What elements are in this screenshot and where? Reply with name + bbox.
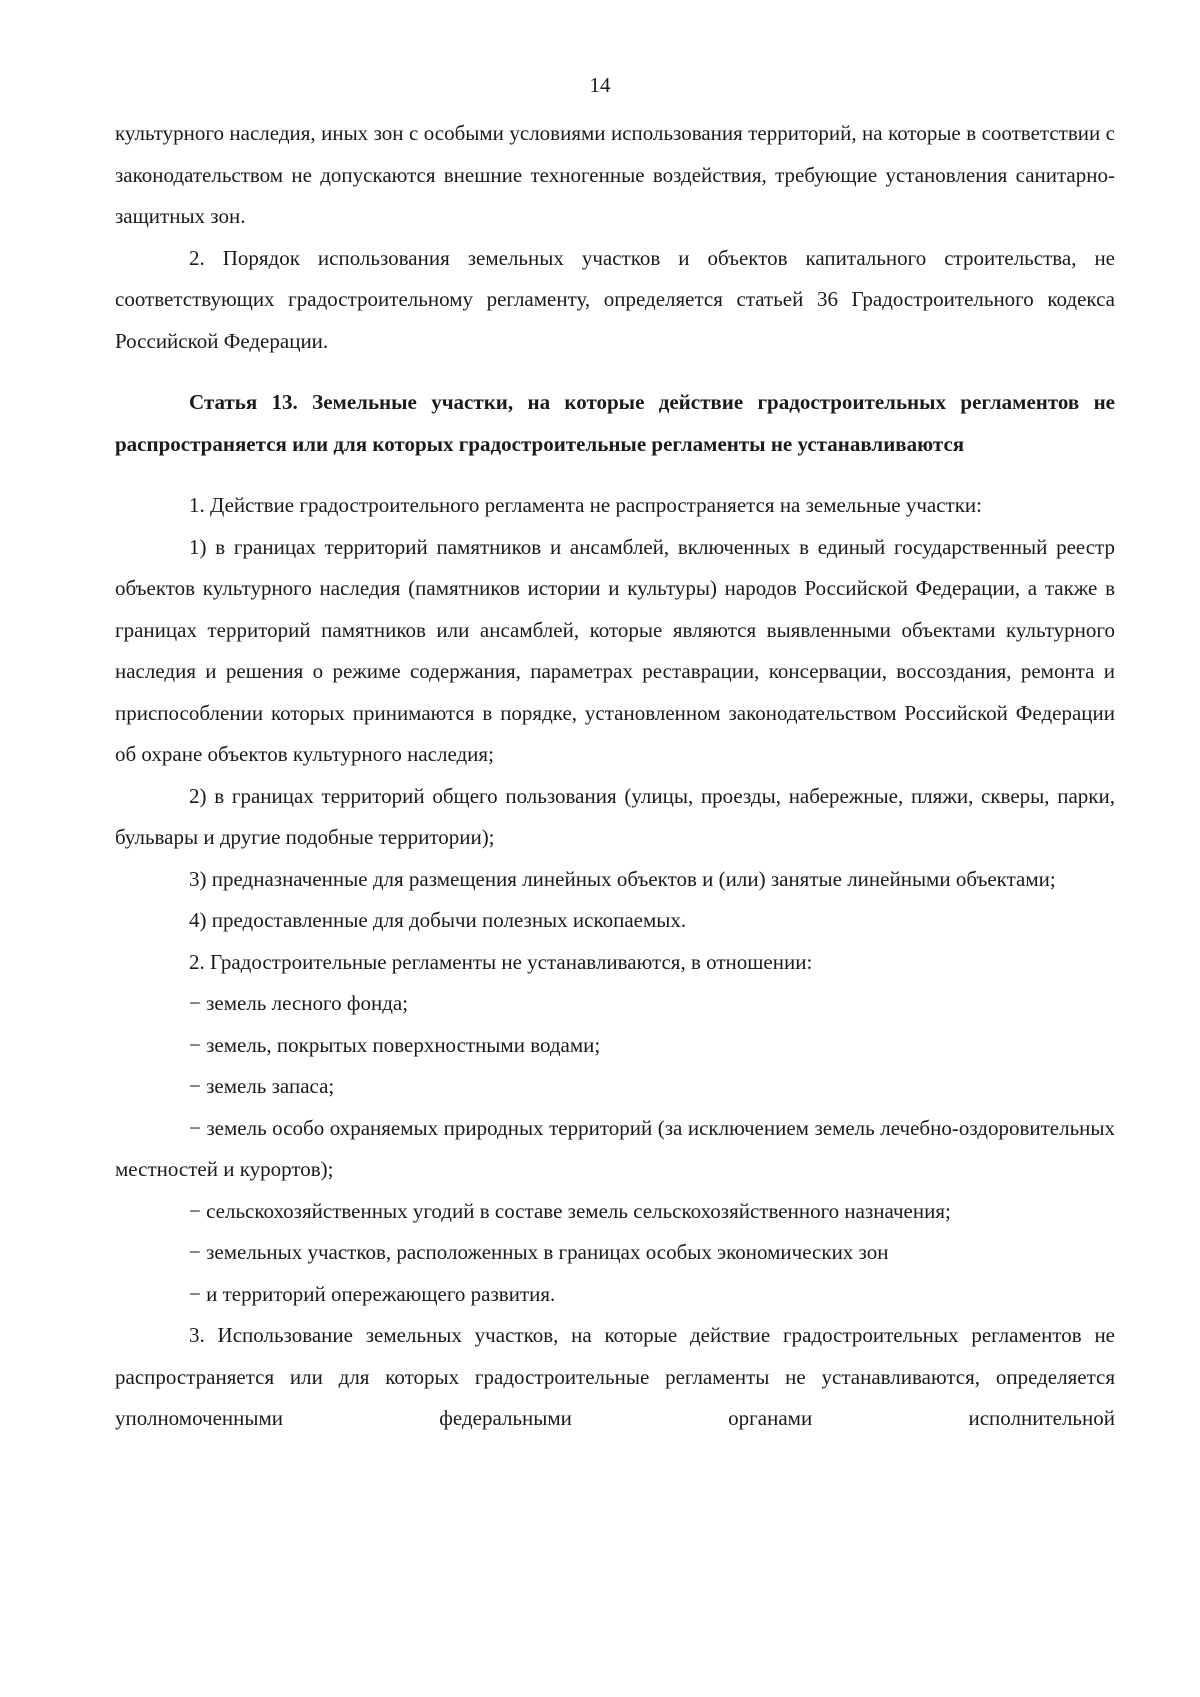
list-item-protected: − земель особо охраняемых природных территорий (за исключением земель лечебно-оздоровительных местностей и курортов); bbox=[115, 1115, 1115, 1181]
list-item-forest: − земель лесного фонда; bbox=[189, 991, 409, 1015]
paragraph-clause-1: 1. Действие градостроительного регламента не распространяется на земельные участки: bbox=[189, 493, 982, 517]
document-body bbox=[115, 113, 1115, 1440]
paragraph-subclause-2: 2) в границах территорий общего пользования (улицы, проезды, набережные, пляжи, скверы, парки, бульвары и другие подобные территории); bbox=[115, 783, 1115, 849]
paragraph-subclause-4: 4) предоставленные для добычи полезных ископаемых. bbox=[189, 908, 687, 932]
list-item-advanced-development: − и территорий опережающего развития. bbox=[189, 1281, 556, 1306]
paragraph-clause-2: 2. Градостроительные регламенты не устанавливаются, в отношении: bbox=[189, 949, 813, 974]
list-item-reserve: − земель запаса; bbox=[189, 1074, 335, 1098]
list-item-economic-zones: − земельных участков, расположенных в границах особых экономических зон bbox=[189, 1240, 889, 1264]
list-item-agricultural: − сельскохозяйственных угодий в составе земель сельскохозяйственного назначения; bbox=[189, 1198, 951, 1223]
list-item-water: − земель, покрытых поверхностными водами; bbox=[189, 1032, 601, 1057]
paragraph-continuation: культурного наследия, иных зон с особыми условиями использования территорий, на которые в соответствии с законодательством не допускаются внешние техногенные воздействия, требующие установления санитарно-защитных зон. bbox=[115, 121, 1115, 228]
paragraph-clause-3: 3. Использование земельных участков, на которые действие градостроительных регламентов не распространяется или для которых градостроительные регламенты не устанавливаются, определяется уполномоченными федеральными органами исполнительной bbox=[115, 1323, 1115, 1430]
paragraph-subclause-1: 1) в границах территорий памятников и ансамблей, включенных в единый государственный реестр объектов культурного наследия (памятников истории и культуры) народов Российской Федерации, а также в границах территорий памятников или ансамблей, которые являются выявленными объектами культурного наследия и решения о режиме содержания, параметрах реставрации, консервации, воссоздания, ремонта и приспособлении которых принимаются в порядке, установленном законодательством Российской Федерации об охране объектов культурного наследия; bbox=[115, 534, 1115, 766]
paragraph-item-2: 2. Порядок использования земельных участков и объектов капитального строительства, не соответствующих градостроительному регламенту, определяется статьей 36 Градостроительного кодекса Российской Федерации. bbox=[115, 245, 1115, 353]
article-heading: Статья 13. Земельные участки, на которые действие градостроительных регламентов не распространяется или для которых градостроительные регламенты не устанавливаются bbox=[115, 390, 1115, 456]
page-number: 14 bbox=[589, 73, 611, 97]
paragraph-subclause-3: 3) предназначенные для размещения линейных объектов и (или) занятые линейными объектами; bbox=[189, 866, 1056, 891]
